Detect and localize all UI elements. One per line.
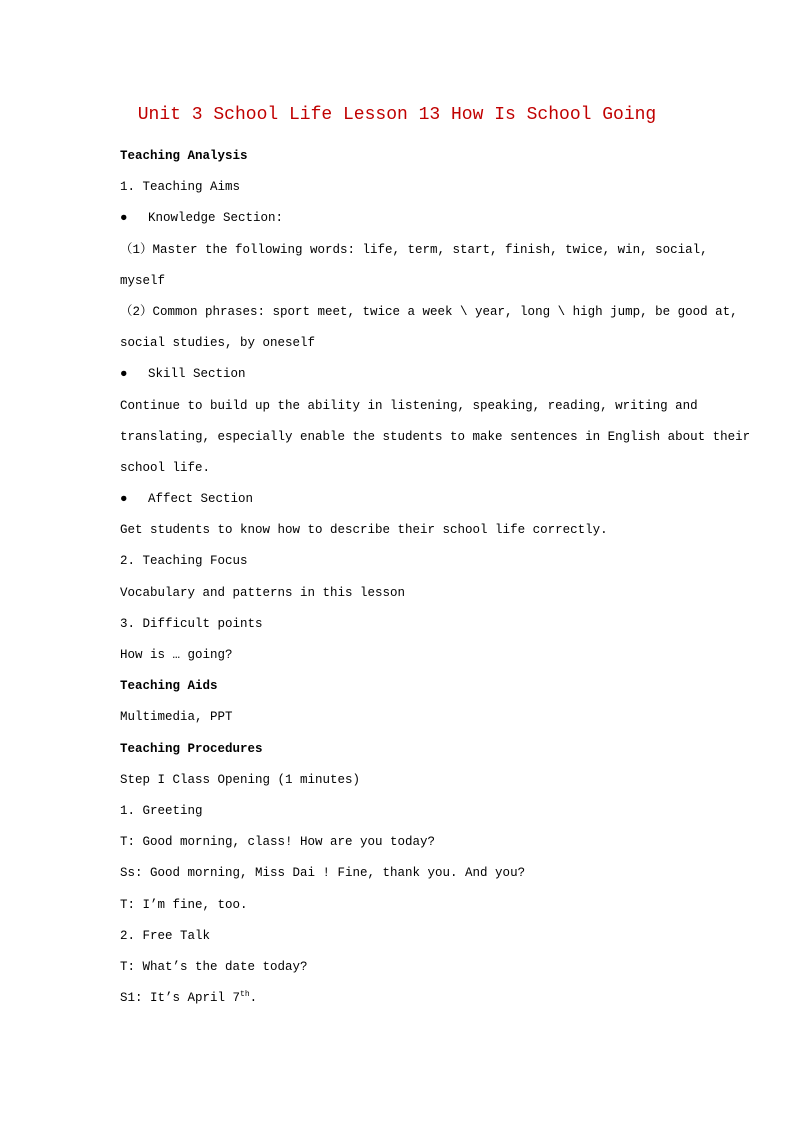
ordinal-suffix: th bbox=[240, 989, 250, 999]
bullet-icon: ● bbox=[120, 211, 128, 226]
dialogue-line: T: What’s the date today? bbox=[120, 959, 308, 974]
numbered-item: 2. Free Talk bbox=[120, 928, 211, 943]
dialogue-text: S1: It’s April 7 bbox=[120, 991, 241, 1006]
heading-teaching-aids: Teaching Aids bbox=[120, 679, 218, 694]
step-heading: Step I Class Opening (1 minutes) bbox=[120, 772, 361, 787]
bullet-icon: ● bbox=[120, 492, 128, 507]
paragraph-line: translating, especially enable the students to make sentences in English about their bbox=[120, 429, 751, 444]
bullet-icon: ● bbox=[120, 367, 128, 382]
section-teaching-aims: 1. Teaching Aims bbox=[120, 180, 241, 195]
paragraph-line: myself bbox=[120, 273, 166, 288]
bullet-item-affect bbox=[120, 484, 680, 515]
dialogue-line: T: I’m fine, too. bbox=[120, 897, 248, 912]
dialogue-line: Ss: Good morning, Miss Dai ! Fine, thank you. And you? bbox=[120, 866, 526, 881]
bullet-text: Skill Section bbox=[148, 367, 246, 382]
paragraph-line: （2）Common phrases: sport meet, twice a week \ year, long \ high jump, be good at, bbox=[120, 304, 738, 319]
paragraph-line: school life. bbox=[120, 460, 211, 475]
dialogue-line: T: Good morning, class! How are you today? bbox=[120, 835, 436, 850]
section-difficult-points: 3. Difficult points bbox=[120, 616, 263, 631]
heading-teaching-procedures: Teaching Procedures bbox=[120, 741, 263, 756]
paragraph-line: How is … going? bbox=[120, 648, 233, 662]
section-teaching-focus: 2. Teaching Focus bbox=[120, 554, 248, 569]
dialogue-end: . bbox=[249, 991, 258, 1006]
dialogue-line bbox=[120, 983, 680, 1014]
paragraph-line: Multimedia, PPT bbox=[120, 710, 233, 725]
bullet-item-knowledge bbox=[120, 203, 680, 234]
document-body bbox=[120, 141, 751, 1014]
heading-teaching-analysis: Teaching Analysis bbox=[120, 149, 248, 163]
bullet-text: Knowledge Section: bbox=[148, 211, 284, 226]
bullet-text: Affect Section bbox=[148, 492, 254, 507]
bullet-item-skill bbox=[120, 359, 680, 390]
numbered-item: 1. Greeting bbox=[120, 803, 203, 818]
paragraph-line: Continue to build up the ability in listening, speaking, reading, writing and bbox=[120, 398, 698, 413]
paragraph-line: social studies, by oneself bbox=[120, 336, 316, 351]
document-title: Unit 3 School Life Lesson 13 How Is School Going bbox=[137, 105, 657, 125]
paragraph-line: Vocabulary and patterns in this lesson bbox=[120, 585, 406, 600]
paragraph-line: Get students to know how to describe their school life correctly. bbox=[120, 523, 608, 538]
paragraph-line: （1）Master the following words: life, term, start, finish, twice, win, social, bbox=[120, 242, 708, 257]
